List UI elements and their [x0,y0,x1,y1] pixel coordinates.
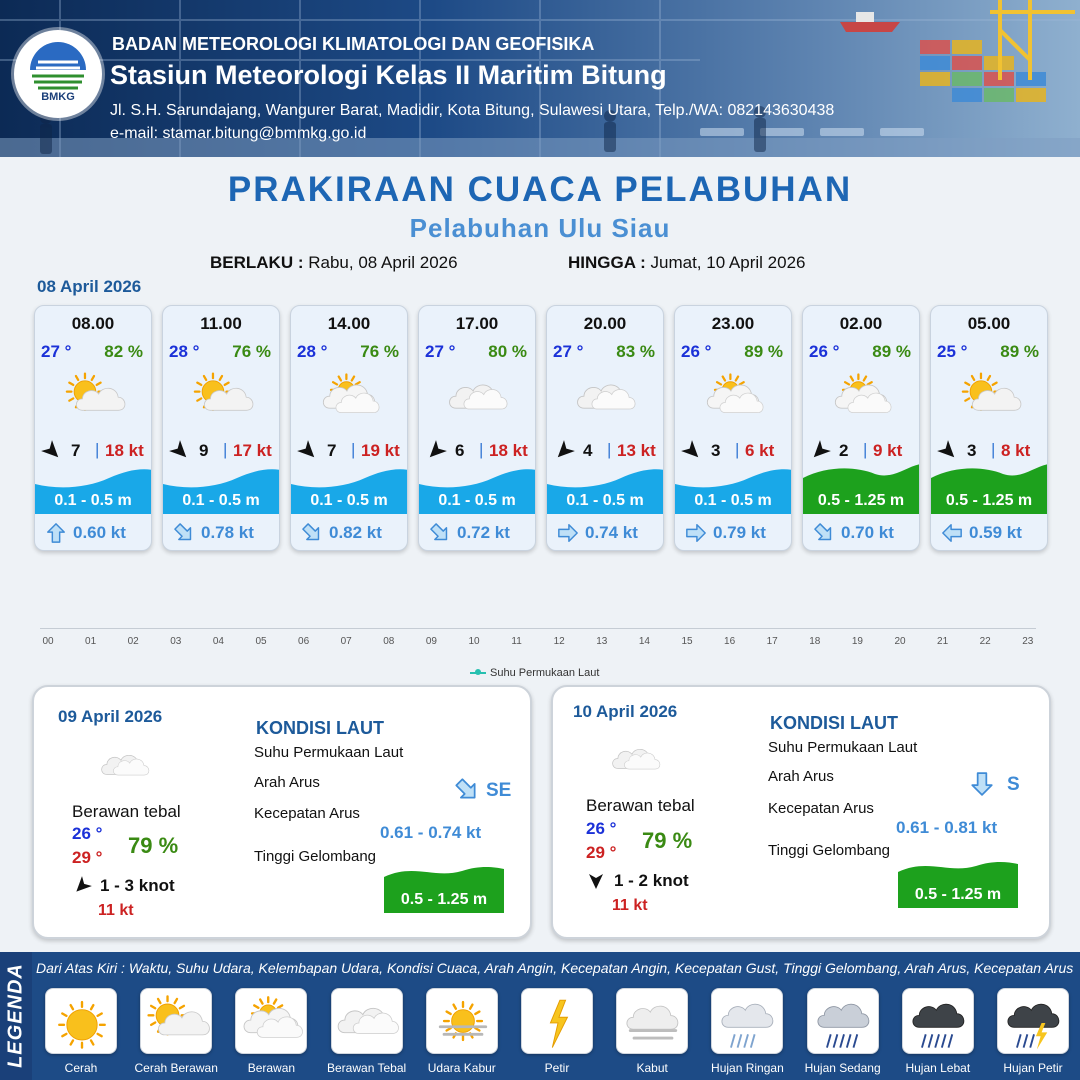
day-current-direction: S [1007,774,1020,795]
wave-height: 0.1 - 0.5 m [182,492,260,509]
hujan-petir-icon [998,989,1070,1055]
wind-speed: 7 [327,441,337,460]
sst-legend-marker-icon [470,672,486,674]
bmkg-logo [14,30,102,118]
wave-height: 0.5 - 1.25 m [945,492,1033,509]
day-temp-min: 26 ° [72,824,103,843]
forecast-temperature: 28 ° [169,342,200,361]
wave-height: 0.1 - 0.5 m [438,492,516,509]
wind-separator: | [991,440,996,459]
hour-tick-label: 06 [298,636,310,647]
station-address: Jl. S.H. Sarundajang, Wangurer Barat, Madidir, Kota Bitung, Sulawesi Utara, Telp./WA: 082143630438 [110,102,835,119]
forecast-card [34,305,152,551]
wind-direction-icon [937,440,959,462]
page-subtitle: Pelabuhan Ulu Siau [409,213,671,243]
legend-icon-box [331,988,403,1054]
legend-icon-box [140,988,212,1054]
legend-icon-box [521,988,593,1054]
hour-tick-label: 10 [468,636,480,647]
validity-to-label: HINGGA : [568,253,646,272]
hour-tick-label: 22 [979,636,991,647]
wind-speed: 3 [711,441,721,460]
wind-arrow-icon [586,871,606,891]
hujan-sedang-icon [808,989,880,1055]
hour-tick-label: 01 [85,636,97,647]
wind-direction-icon [681,440,703,462]
current-direction-icon [969,771,995,797]
forecast-time: 14.00 [327,314,371,333]
wind-row [809,440,915,462]
day-wind-speed: 1 - 3 knot [100,876,175,895]
forecast-humidity: 76 % [360,342,399,361]
forecast-temperature: 27 ° [553,342,584,361]
wind-row [681,440,787,462]
wind-row [41,440,147,462]
validity-to-value: Jumat, 10 April 2026 [650,253,806,272]
kabut-icon [617,989,689,1055]
current-speed: 0.59 kt [969,523,1022,542]
day-weather-icon [605,737,667,783]
station-email: e-mail: stamar.bitung@bmmkg.go.id [110,125,367,142]
wave-height: 0.1 - 0.5 m [54,492,132,509]
wind-row [553,440,659,462]
legend-icon-box [235,988,307,1054]
wind-separator: | [863,440,868,459]
day-temp-max: 29 ° [586,843,617,862]
legend-label: Berawan Tebal [327,1061,407,1075]
legend-item [131,988,221,1075]
current-arrow-icon [301,522,323,544]
wind-arrow-icon [809,440,831,462]
legend-description: Dari Atas Kiri : Waktu, Suhu Udara, Kelembapan Udara, Kondisi Cuaca, Arah Angin, Kecepatan Angin, Kecepatan Gust, Tinggi Gelombang, Arah Arus, Kecepatan Arus [36,960,1074,976]
forecast-time: 23.00 [711,314,755,333]
current-direction-label: Arah Arus [254,774,320,791]
berawan-tebal-icon [573,370,639,426]
hour-tick-label: 03 [170,636,182,647]
hour-tick-label: 09 [425,636,437,647]
hour-tick-label: 17 [766,636,778,647]
wind-row [937,440,1043,462]
legend-icon-box [711,988,783,1054]
forecast-temperature: 27 ° [41,342,72,361]
legend-label: Hujan Lebat [905,1061,971,1075]
current-direction-icon [813,522,835,544]
legend-label: Petir [544,1061,570,1075]
current-direction-icon [557,522,579,544]
wind-speed: 4 [583,441,593,460]
sst-label: Suhu Permukaan Laut [254,744,404,761]
forecast-time: 02.00 [839,314,883,333]
hour-tick-label: 02 [127,636,139,647]
legend-label: Hujan Petir [1003,1061,1063,1075]
day-current-speed: 0.61 - 0.81 kt [896,818,998,837]
legend-label: Kabut [636,1061,668,1075]
gust-speed: 13 kt [617,441,656,460]
wind-row [169,440,275,462]
hour-tick-label: 12 [553,636,565,647]
berawan-icon [829,370,895,426]
legend-label: Berawan [247,1061,296,1075]
berawan-icon [701,370,767,426]
hour-tick-label: 16 [724,636,736,647]
forecast-card [546,305,664,551]
hour-tick-label: 18 [809,636,821,647]
day-panel-2 [551,685,1051,939]
cerah-icon [46,989,118,1055]
cerah-berawan-icon [957,370,1023,426]
wind-row [297,440,403,462]
current-speed: 0.72 kt [457,523,510,542]
wind-direction-icon [586,871,606,891]
wind-arrow-icon [169,440,191,462]
current-arrow-icon [45,522,67,544]
current-direction-icon [685,522,707,544]
forecast-card [674,305,792,551]
berawan-tebal-icon [94,743,156,789]
hour-tick-label: 14 [638,636,650,647]
current-speed-label: Kecepatan Arus [254,805,360,822]
legend-icon-box [45,988,117,1054]
legend-item [36,988,126,1075]
day-current-direction: SE [486,780,512,801]
hour-tick-label: 00 [42,636,54,647]
validity-from-value: Rabu, 08 April 2026 [308,253,458,272]
hour-tick-label: 05 [255,636,267,647]
legend-item [702,988,792,1075]
current-speed: 0.70 kt [841,523,894,542]
day-wave-height: 0.5 - 1.25 m [914,886,1002,903]
cerah-berawan-icon [141,989,213,1055]
wind-separator: | [479,440,484,459]
gust-speed: 18 kt [489,441,528,460]
validity-from [210,253,458,273]
wind-arrow-icon [553,440,575,462]
wave-height-label: Tinggi Gelombang [254,848,377,865]
day-humidity: 79 % [642,828,693,853]
header-banner [0,0,1080,157]
legend-label: Cerah Berawan [134,1061,218,1075]
wave-height-label: Tinggi Gelombang [768,842,891,859]
sst-legend [470,667,599,679]
wind-separator: | [223,440,228,459]
sea-condition-title: KONDISI LAUT [770,713,898,733]
current-arrow-icon [685,522,707,544]
hour-tick-label: 04 [212,636,224,647]
day-weather-icon [94,743,156,789]
forecast-humidity: 83 % [616,342,655,361]
weather-icon [317,370,383,426]
wind-row [425,440,531,462]
legend-item [512,988,602,1075]
wind-arrow-icon [937,440,959,462]
legend-label: Udara Kabur [427,1061,496,1075]
wind-direction-icon [297,440,319,462]
wind-arrow-icon [681,440,703,462]
legend [0,952,1080,1080]
wind-separator: | [95,440,100,459]
legend-item [798,988,888,1075]
day-temp-max: 29 ° [72,848,103,867]
current-direction-icon [429,522,451,544]
forecast-humidity: 89 % [744,342,783,361]
forecast-card [802,305,920,551]
hour-tick-label: 21 [937,636,949,647]
day-gust: 11 kt [98,902,134,919]
sst-chart-axis [40,628,1036,629]
gust-speed: 6 kt [745,441,775,460]
day-date: 10 April 2026 [573,702,678,721]
wind-direction-icon [809,440,831,462]
weather-icon [189,370,255,426]
validity-from-label: BERLAKU : [210,253,304,272]
hour-tick-label: 11 [511,636,522,647]
gust-speed: 18 kt [105,441,144,460]
wind-speed: 7 [71,441,81,460]
current-arrow-icon [429,522,451,544]
forecast-card [290,305,408,551]
current-speed: 0.74 kt [585,523,638,542]
wind-speed: 9 [199,441,209,460]
hour-tick-label: 23 [1022,636,1034,647]
weather-icon [957,370,1023,426]
day-condition: Berawan tebal [586,796,695,815]
logo-text: BMKG [41,91,75,103]
wind-direction-icon [41,440,63,462]
forecast-time: 11.00 [200,314,242,333]
bmkg-emblem-icon [14,30,102,118]
legend-label: Cerah [64,1061,98,1075]
forecast-humidity: 80 % [488,342,527,361]
current-direction-icon [454,777,480,803]
day-humidity: 79 % [128,833,179,858]
wind-arrow-icon [41,440,63,462]
wind-arrow-icon [72,876,92,896]
hour-tick-label: 15 [681,636,693,647]
wind-separator: | [607,440,612,459]
forecast-temperature: 27 ° [425,342,456,361]
legend-item [417,988,507,1075]
legend-icon-box [902,988,974,1054]
wind-speed: 6 [455,441,465,460]
cerah-berawan-icon [189,370,255,426]
hour-tick-label: 20 [894,636,906,647]
sea-condition-title: KONDISI LAUT [256,718,384,738]
forecast-card [930,305,1048,551]
berawan-tebal-icon [332,989,404,1055]
day-wind-speed: 1 - 2 knot [614,871,689,890]
legend-label: Hujan Sedang [804,1061,881,1075]
gust-speed: 8 kt [1001,441,1031,460]
validity-to [568,253,805,273]
wind-separator: | [735,440,740,459]
day-temp-min: 26 ° [586,819,617,838]
gust-speed: 19 kt [361,441,400,460]
legend-item [607,988,697,1075]
current-speed: 0.60 kt [73,523,126,542]
forecast-humidity: 82 % [104,342,143,361]
berawan-tebal-icon [605,737,667,783]
current-arrow-icon [173,522,195,544]
gust-speed: 17 kt [233,441,272,460]
wind-direction-icon [425,440,447,462]
current-direction-label: Arah Arus [768,768,834,785]
day-panel-1 [32,685,532,939]
forecast-humidity: 76 % [232,342,271,361]
current-speed-label: Kecepatan Arus [768,800,874,817]
current-arrow-icon [813,522,835,544]
weather-icon [701,370,767,426]
legend-title: LEGENDA [4,963,27,1068]
hour-tick-label: 13 [596,636,608,647]
current-arrow-icon [941,522,963,544]
wave-height: 0.1 - 0.5 m [310,492,388,509]
forecast-time: 05.00 [967,314,1011,333]
forecast-time: 17.00 [455,314,499,333]
wind-speed: 2 [839,441,849,460]
forecast-temperature: 26 ° [809,342,840,361]
wind-speed: 3 [967,441,977,460]
current-direction-icon [941,522,963,544]
current-direction-icon [45,522,67,544]
current-speed: 0.78 kt [201,523,254,542]
berawan-icon [317,370,383,426]
forecast-temperature: 26 ° [681,342,712,361]
berawan-tebal-icon [445,370,511,426]
current-speed: 0.79 kt [713,523,766,542]
legend-item [988,988,1078,1075]
day-current-speed: 0.61 - 0.74 kt [380,823,482,842]
forecast-time: 20.00 [583,314,627,333]
forecast-card [418,305,536,551]
page-title: PRAKIRAAN CUACA PELABUHAN [227,170,853,209]
forecast-date-label: 08 April 2026 [37,277,142,296]
station-name: Stasiun Meteorologi Kelas II Maritim Bitung [110,60,667,90]
weather-icon [61,370,127,426]
legend-icon-box [997,988,1069,1054]
wind-direction-icon [169,440,191,462]
forecast-temperature: 28 ° [297,342,328,361]
legend-icon-box [616,988,688,1054]
cerah-berawan-icon [61,370,127,426]
gust-speed: 9 kt [873,441,903,460]
udara-kabur-icon [427,989,499,1055]
wind-arrow-icon [297,440,319,462]
forecast-time: 08.00 [71,314,115,333]
legend-side-tab [0,952,32,1080]
forecast-humidity: 89 % [872,342,911,361]
current-direction-icon [173,522,195,544]
hour-tick-label: 07 [340,636,352,647]
day-wave-height: 0.5 - 1.25 m [400,891,488,908]
wave-height: 0.5 - 1.25 m [817,492,905,509]
wind-arrow-icon [425,440,447,462]
hour-tick-label: 08 [383,636,395,647]
wave-height: 0.1 - 0.5 m [694,492,772,509]
current-arrow-icon [969,771,995,797]
forecast-temperature: 25 ° [937,342,968,361]
berawan-icon [236,989,308,1055]
day-condition: Berawan tebal [72,802,181,821]
wind-direction-icon [72,876,92,896]
legend-item [322,988,412,1075]
legend-item [226,988,316,1075]
weather-icon [445,370,511,426]
day-date: 09 April 2026 [58,707,163,726]
current-speed: 0.82 kt [329,523,382,542]
forecast-card [162,305,280,551]
hour-tick-label: 19 [851,636,863,647]
legend-label: Hujan Ringan [711,1061,784,1075]
sst-legend-label: Suhu Permukaan Laut [490,667,600,679]
legend-item [893,988,983,1075]
current-direction-icon [301,522,323,544]
organization-name: BADAN METEOROLOGI KLIMATOLOGI DAN GEOFISIKA [112,34,595,54]
current-arrow-icon [557,522,579,544]
current-arrow-icon [454,777,480,803]
petir-icon [522,989,594,1055]
legend-icon-box [807,988,879,1054]
weather-icon [829,370,895,426]
wave-height: 0.1 - 0.5 m [566,492,644,509]
hujan-lebat-icon [903,989,975,1055]
day-gust: 11 kt [612,897,648,914]
weather-icon [573,370,639,426]
hujan-ringan-icon [712,989,784,1055]
sst-label: Suhu Permukaan Laut [768,739,918,756]
wind-separator: | [351,440,356,459]
legend-icon-box [426,988,498,1054]
forecast-humidity: 89 % [1000,342,1039,361]
wind-direction-icon [553,440,575,462]
